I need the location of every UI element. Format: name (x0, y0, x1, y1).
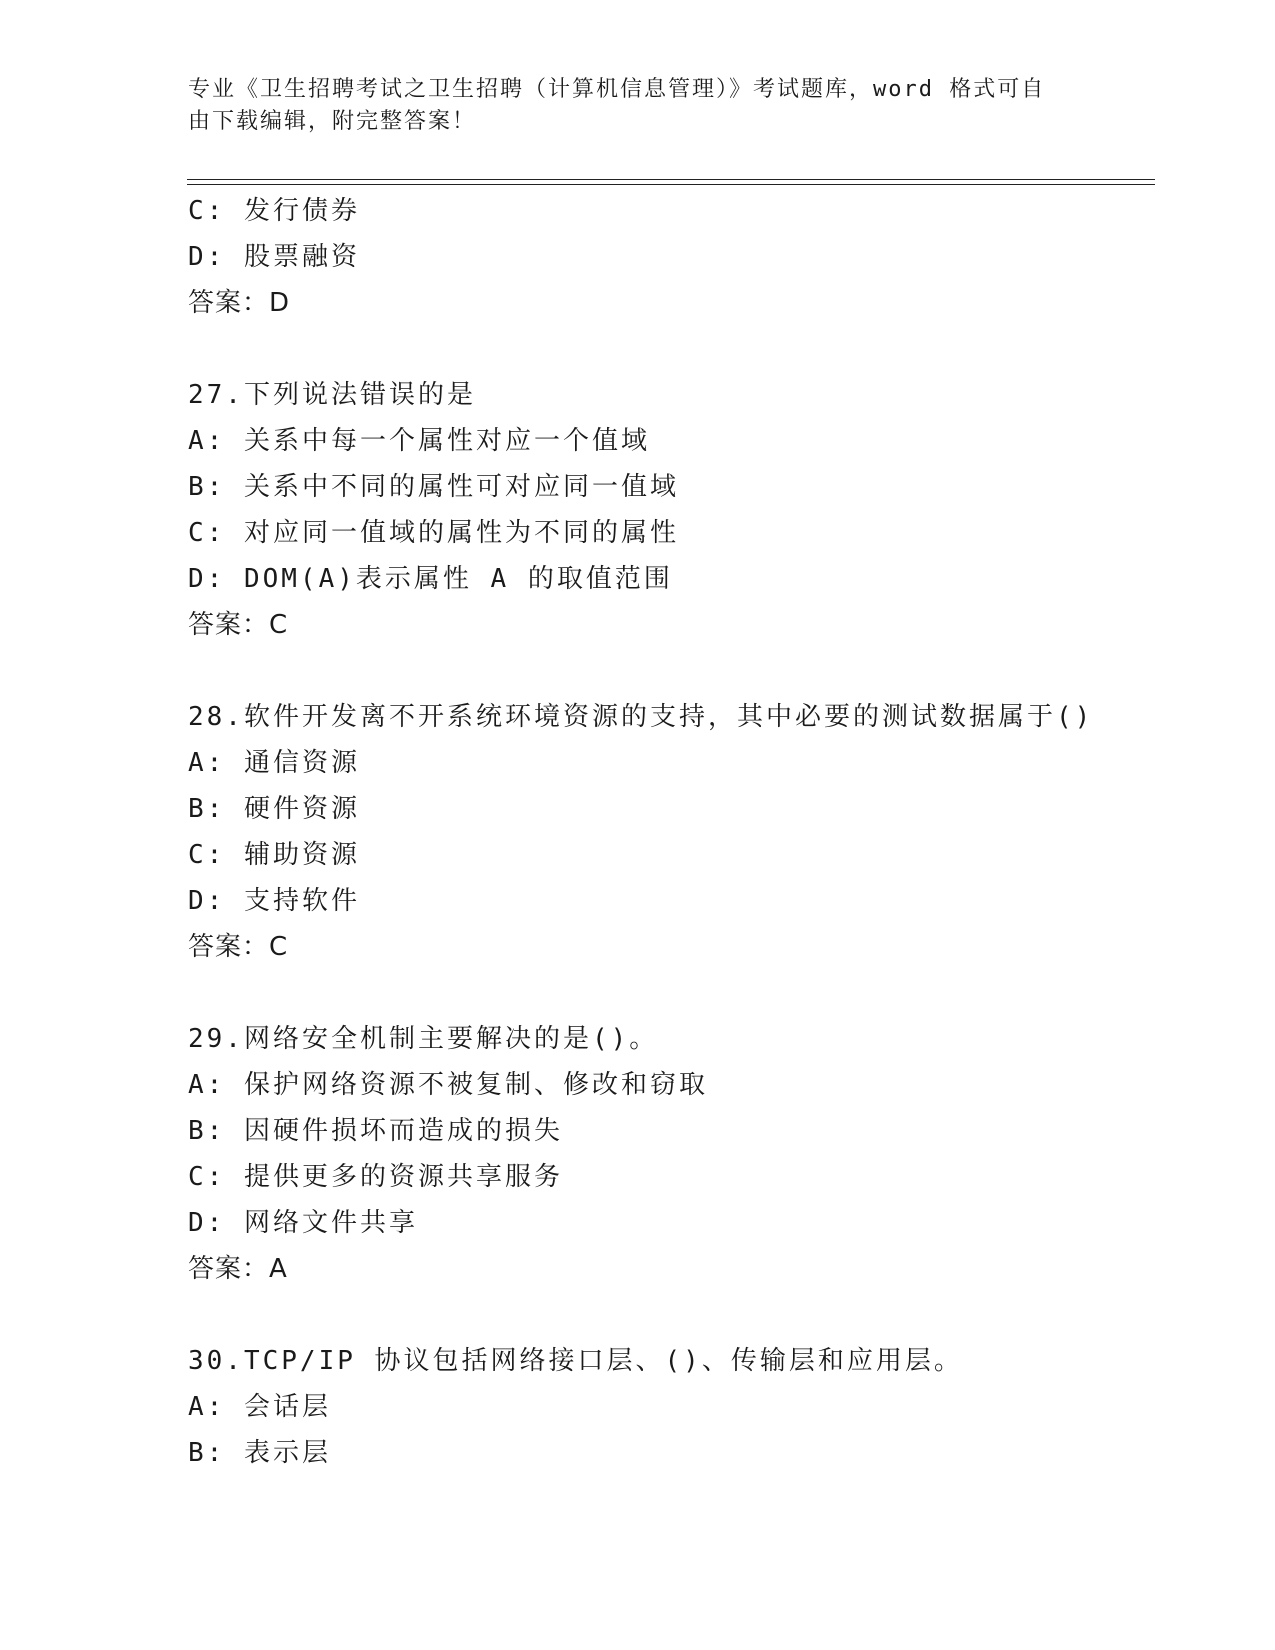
question-list (188, 188, 1148, 1476)
question-26 (188, 188, 1148, 326)
option-b: B: 表示层 (188, 1438, 331, 1468)
option-d: D: 股票融资 (188, 242, 360, 272)
option-b: B: 关系中不同的属性可对应同一值域 (188, 472, 679, 502)
header-line-1: 专业《卫生招聘考试之卫生招聘（计算机信息管理）》考试题库，word 格式可自 (188, 77, 1046, 102)
option-b: B: 因硬件损坏而造成的损失 (188, 1116, 563, 1146)
spacer (188, 970, 1148, 1016)
option-a: A: 会话层 (188, 1392, 331, 1422)
question-stem: 28.软件开发离不开系统环境资源的支持，其中必要的测试数据属于() (188, 702, 1094, 732)
option-c: C: 对应同一值域的属性为不同的属性 (188, 518, 679, 548)
option-d: D: 支持软件 (188, 886, 360, 916)
option-c: C: 发行债券 (188, 196, 360, 226)
answer: 答案：C (188, 610, 289, 640)
option-c: C: 提供更多的资源共享服务 (188, 1162, 563, 1192)
document-header (188, 74, 1088, 138)
spacer (188, 326, 1148, 372)
question-stem: 27.下列说法错误的是 (188, 380, 476, 410)
header-line-2: 由下载编辑，附完整答案！ (188, 109, 477, 134)
option-a: A: 关系中每一个属性对应一个值域 (188, 426, 650, 456)
answer: 答案：A (188, 1254, 288, 1284)
option-d: D: 网络文件共享 (188, 1208, 418, 1238)
question-30 (188, 1338, 1148, 1476)
answer: 答案：D (188, 288, 291, 318)
option-a: A: 通信资源 (188, 748, 360, 778)
option-d: D: DOM(A)表示属性 A 的取值范围 (188, 564, 673, 594)
answer: 答案：C (188, 932, 289, 962)
question-29 (188, 1016, 1148, 1292)
header-rule-bottom (187, 184, 1155, 185)
question-stem: 29.网络安全机制主要解决的是()。 (188, 1024, 659, 1054)
spacer (188, 648, 1148, 694)
question-27 (188, 372, 1148, 648)
question-stem: 30.TCP/IP 协议包括网络接口层、()、传输层和应用层。 (188, 1346, 963, 1376)
question-28 (188, 694, 1148, 970)
option-c: C: 辅助资源 (188, 840, 360, 870)
option-b: B: 硬件资源 (188, 794, 360, 824)
option-a: A: 保护网络资源不被复制、修改和窃取 (188, 1070, 708, 1100)
header-rule-top (187, 179, 1155, 180)
spacer (188, 1292, 1148, 1338)
